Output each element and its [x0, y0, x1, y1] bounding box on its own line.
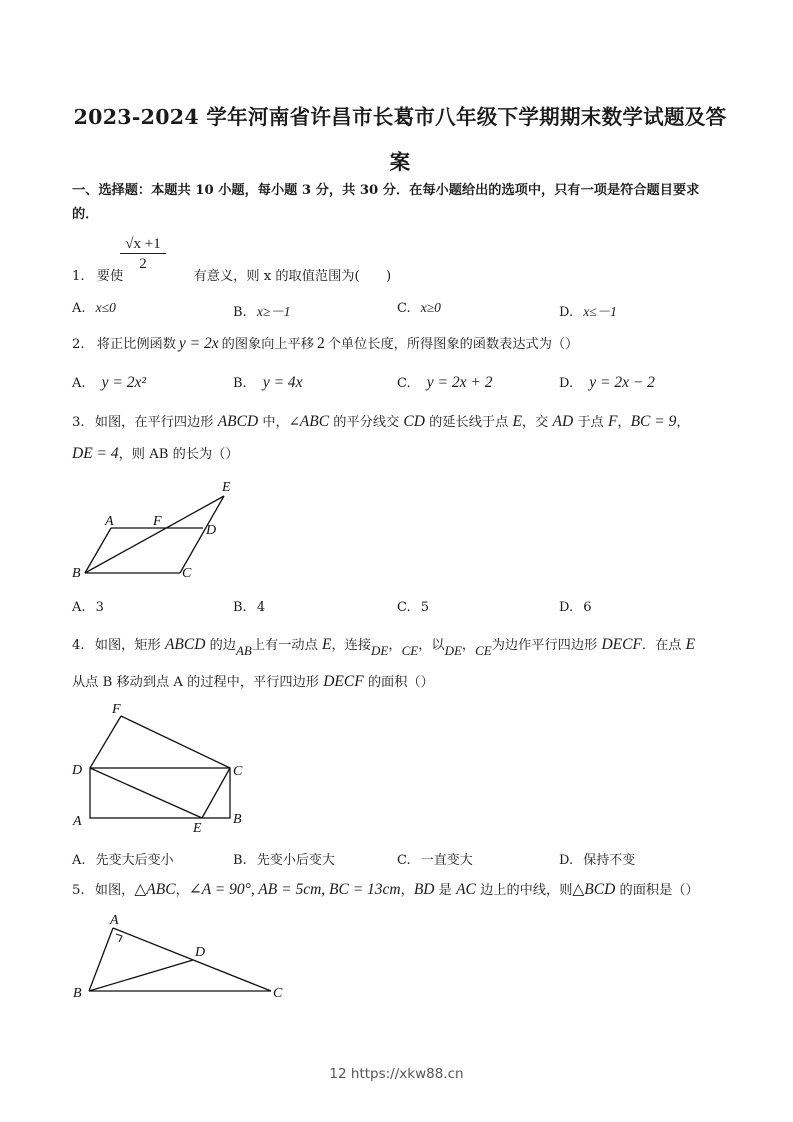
- option-label: D.: [559, 305, 574, 320]
- question-text: ，则 AB 的长为（）: [118, 447, 239, 462]
- q3-option-b[interactable]: [233, 600, 265, 615]
- math-expr: ABC: [299, 413, 330, 430]
- math-expr: DE = 4: [72, 445, 119, 462]
- option-text: 保持不变: [583, 853, 636, 868]
- question-text: 的边: [205, 638, 236, 653]
- math-expr: △ABC: [134, 881, 176, 898]
- q1-option-c[interactable]: [397, 300, 441, 316]
- option-text: x≥0: [420, 300, 441, 315]
- math-subscript: CE: [475, 643, 492, 658]
- option-label: A.: [72, 600, 86, 615]
- math-expr: F: [607, 413, 618, 430]
- label-d: D: [195, 945, 206, 960]
- q2-option-c[interactable]: [397, 374, 492, 392]
- question-text: ，: [388, 638, 402, 653]
- document-title-line1: 2023-2024 学年河南省许昌市长葛市八年级下学期期末数学试题及答: [73, 105, 727, 129]
- question-text: ，: [400, 883, 414, 898]
- q2-option-b[interactable]: [233, 374, 303, 392]
- q4-option-a[interactable]: [72, 849, 174, 868]
- document-title-line2: 案: [389, 150, 411, 174]
- label-b: B: [73, 986, 82, 1001]
- math-subscript: DE: [371, 643, 389, 658]
- label-c: C: [273, 986, 283, 1001]
- math-subscript: AB: [235, 643, 252, 658]
- option-text: 先变小后变大: [256, 853, 335, 868]
- option-label: A.: [72, 301, 86, 316]
- option-text: x≤－1: [583, 304, 617, 319]
- question-text: 的面积是（）: [615, 883, 699, 898]
- question-text: 的平分线交: [329, 415, 404, 430]
- question-text: 个单位长度，所得图象的函数表达式为（）: [327, 337, 579, 352]
- math-subscript: CE: [401, 643, 419, 658]
- option-text: y = 2x − 2: [589, 374, 655, 391]
- label-e: E: [193, 821, 202, 836]
- q4-option-b[interactable]: [233, 849, 335, 868]
- q3-option-a[interactable]: [72, 600, 104, 615]
- math-expr: ABCD: [164, 636, 206, 653]
- option-text: 6: [583, 600, 592, 615]
- question-text: 从点 B 移动到点 A 的过程中，平行四边形: [72, 675, 324, 690]
- math-expr: AC: [456, 881, 476, 898]
- rectangle-parallelogram-figure: [60, 695, 260, 840]
- option-text: 4: [256, 600, 266, 615]
- question-text: 如图，在平行四边形: [94, 415, 218, 430]
- question-number: 2.: [72, 337, 85, 352]
- right-triangle-figure: [60, 900, 310, 1010]
- option-label: C.: [397, 853, 411, 868]
- label-d: D: [72, 763, 83, 778]
- question-text: ．在点: [641, 638, 686, 653]
- question-2: [72, 333, 578, 353]
- question-text: ，: [617, 415, 631, 430]
- option-text: 3: [95, 600, 104, 615]
- math-expr: BD: [413, 881, 435, 898]
- option-label: A.: [72, 853, 86, 868]
- q4-option-d[interactable]: [559, 849, 635, 868]
- math-expr: AD: [552, 413, 574, 430]
- option-label: B.: [233, 376, 247, 391]
- question-text: 为边作平行四边形: [491, 638, 602, 653]
- option-label: C.: [397, 376, 411, 391]
- math-expr: ABCD: [217, 413, 259, 430]
- math-expr: CD: [403, 413, 425, 430]
- question-3-line2: [72, 443, 239, 463]
- q3-option-c[interactable]: [397, 600, 429, 615]
- question-text: 如图，矩形: [94, 638, 165, 653]
- label-d: D: [206, 523, 217, 538]
- label-f: F: [112, 702, 121, 717]
- section-heading-line2: 的．: [72, 207, 99, 222]
- question-text: 将正比例函数: [96, 337, 176, 352]
- question-text: 的图象向上平移: [221, 337, 314, 352]
- label-f: F: [153, 514, 162, 529]
- label-e: E: [222, 480, 231, 495]
- option-text: x≤0: [95, 300, 116, 315]
- math-expr: E: [685, 636, 696, 653]
- question-text: ，交: [521, 415, 553, 430]
- option-label: B.: [233, 305, 247, 320]
- option-text: y = 2x + 2: [426, 374, 493, 391]
- question-text: 如图，: [94, 883, 135, 898]
- question-text: ，: [461, 638, 476, 653]
- label-b: B: [233, 812, 242, 827]
- question-text: 的延长线于点: [424, 415, 513, 430]
- question-text: 中，∠: [258, 415, 300, 430]
- question-4-line2: [72, 671, 434, 691]
- math-expr: E: [322, 636, 332, 653]
- question-text: ，: [175, 883, 189, 898]
- option-label: A.: [72, 376, 86, 391]
- q4-option-c[interactable]: [397, 849, 473, 868]
- question-text: 于点: [573, 415, 608, 430]
- math-expr: DECF: [323, 673, 364, 690]
- label-c: C: [182, 566, 192, 581]
- math-expr: △BCD: [572, 881, 616, 898]
- option-text: 先变大后变小: [95, 853, 174, 868]
- q1-option-d[interactable]: [559, 300, 617, 320]
- option-text: x≥－1: [256, 304, 291, 319]
- sqrt-fraction: [120, 236, 166, 273]
- question-text: 是: [434, 883, 457, 898]
- page-footer: 12 https://xkw88.cn: [329, 1066, 464, 1082]
- fraction-numerator: √x +1: [120, 236, 166, 254]
- option-text: y = 2x²: [101, 374, 147, 391]
- question-number: 1.: [72, 269, 85, 284]
- math-expr: y = 2x: [178, 335, 219, 352]
- question-text-pre: 要使: [96, 269, 124, 284]
- q3-option-d[interactable]: [559, 600, 592, 615]
- parallelogram-figure: [60, 470, 260, 590]
- label-a: A: [105, 514, 114, 529]
- option-text: 一直变大: [420, 853, 473, 868]
- question-text: 的面积（）: [363, 675, 434, 690]
- label-c: C: [233, 764, 243, 779]
- question-text: ，: [676, 415, 690, 430]
- label-a: A: [110, 913, 119, 928]
- question-text-post: 有意义，则 x 的取值范围为( ): [193, 269, 392, 284]
- math-expr: DECF: [601, 636, 642, 653]
- q2-option-a[interactable]: [72, 374, 146, 392]
- option-label: D.: [559, 600, 574, 615]
- option-text: 5: [420, 600, 430, 615]
- option-label: C.: [397, 600, 411, 615]
- math-expr: ∠A = 90°, AB = 5cm, BC = 13cm: [188, 881, 401, 898]
- math-number: 2: [316, 335, 325, 352]
- option-label: D.: [559, 376, 574, 391]
- q1-option-b[interactable]: [233, 300, 290, 320]
- label-b: B: [72, 566, 81, 581]
- question-number: 3.: [72, 415, 85, 430]
- question-text: 边上的中线，则: [475, 883, 573, 898]
- label-a: A: [73, 814, 82, 829]
- question-number: 4.: [72, 638, 85, 653]
- question-5: [72, 879, 699, 899]
- question-text: ，连接: [331, 638, 372, 653]
- question-3: [72, 411, 690, 431]
- question-number: 5.: [72, 883, 85, 898]
- option-text: y = 4x: [262, 374, 303, 391]
- section-heading: [72, 179, 732, 227]
- option-label: D.: [559, 853, 574, 868]
- math-subscript: DE: [444, 643, 462, 658]
- section-heading-line1: 一、选择题：本题共 10 小题，每小题 3 分，共 30 分．在每小题给出的选项中，只有一项是符合题目要求: [72, 183, 700, 198]
- option-label: B.: [233, 853, 247, 868]
- question-text: ，以: [418, 638, 445, 653]
- option-label: B.: [233, 600, 247, 615]
- q2-option-d[interactable]: [559, 374, 655, 392]
- option-label: C.: [397, 301, 411, 316]
- math-expr: BC = 9: [630, 413, 677, 430]
- math-expr: E: [512, 413, 522, 430]
- question-text: 上有一动点: [251, 638, 323, 653]
- q1-option-a[interactable]: [72, 300, 116, 316]
- question-4: [72, 634, 696, 658]
- fraction-denominator: 2: [139, 256, 147, 272]
